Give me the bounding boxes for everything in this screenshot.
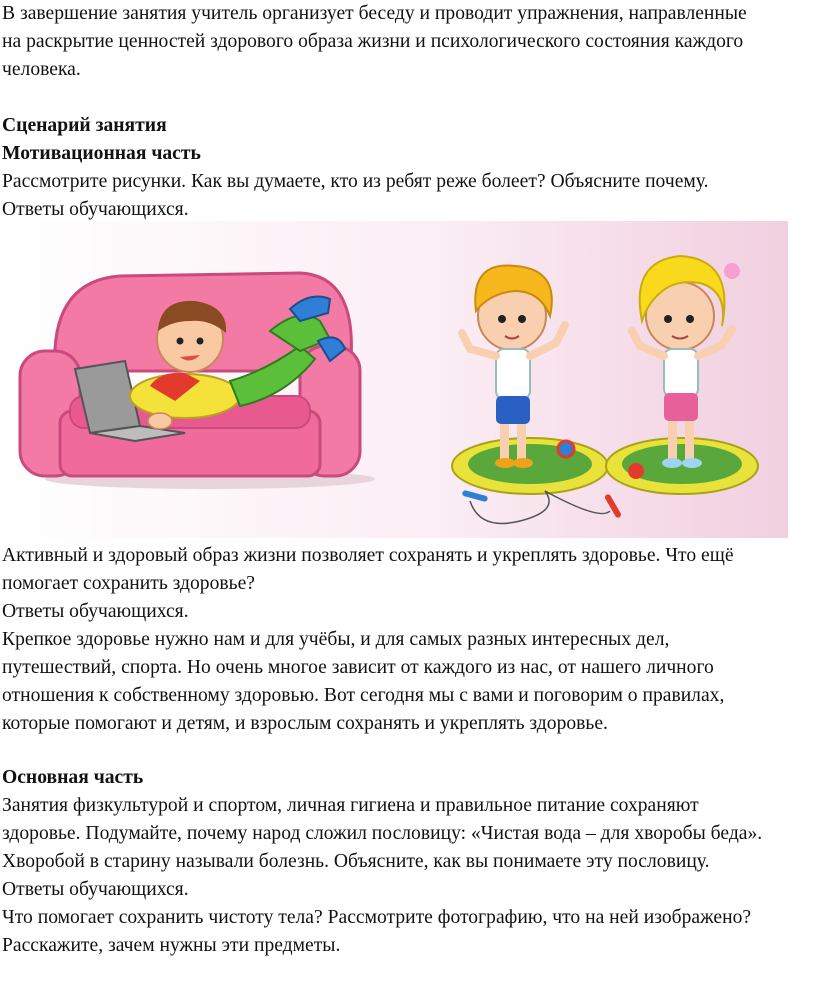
text-line: Ответы обучающихся. bbox=[2, 879, 189, 900]
motivation-paragraph bbox=[2, 542, 814, 738]
text-line: Ответы обучающихся. bbox=[2, 199, 189, 220]
text-line: Расскажите, зачем нужны эти предметы. bbox=[2, 935, 341, 956]
text-line: В завершение занятия учитель организует беседу и проводит упражнения, направленные bbox=[2, 3, 747, 24]
text-line: помогает сохранить здоровье? bbox=[2, 573, 255, 594]
section-subheading: Мотивационная часть bbox=[2, 143, 201, 164]
text-line: Ответы обучающихся. bbox=[2, 601, 189, 622]
boy-on-sofa bbox=[20, 273, 375, 489]
scenario-section bbox=[2, 112, 814, 224]
text-line: которые помогают и детям, и взрослым сохранять и укреплять здоровье. bbox=[2, 713, 608, 734]
main-part-section bbox=[2, 764, 814, 960]
section-heading: Основная часть bbox=[2, 767, 144, 788]
text-line: Хворобой в старину называли болезнь. Объясните, как вы понимаете эту пословицу. bbox=[2, 851, 710, 872]
text-line: человека. bbox=[2, 59, 81, 80]
intro-paragraph bbox=[2, 0, 814, 84]
section-heading: Сценарий занятия bbox=[2, 115, 167, 136]
text-line: Занятия физкультурой и спортом, личная гигиена и правильное питание сохраняют bbox=[2, 795, 699, 816]
text-line: Активный и здоровый образ жизни позволяет сохранять и укреплять здоровье. Что ещё bbox=[2, 545, 734, 566]
text-line: Рассмотрите рисунки. Как вы думаете, кто из ребят реже болеет? Объясните почему. bbox=[2, 171, 709, 192]
text-line: путешествий, спорта. Но очень многое зависит от каждого из нас, от нашего личного bbox=[2, 657, 714, 678]
text-line: Что помогает сохранить чистоту тела? Рассмотрите фотографию, что на ней изображено? bbox=[2, 907, 752, 928]
text-line: на раскрытие ценностей здорового образа жизни и психологического состояния каждого bbox=[2, 31, 744, 52]
text-line: Крепкое здоровье нужно нам и для учёбы, и для самых разных интересных дел, bbox=[2, 629, 670, 650]
children-health-illustration bbox=[0, 221, 788, 538]
text-line: отношения к собственному здоровью. Вот сегодня мы с вами и поговорим о правилах, bbox=[2, 685, 725, 706]
text-line: здоровье. Подумайте, почему народ сложил пословицу: «Чистая вода – для хворобы беда». bbox=[2, 823, 763, 844]
